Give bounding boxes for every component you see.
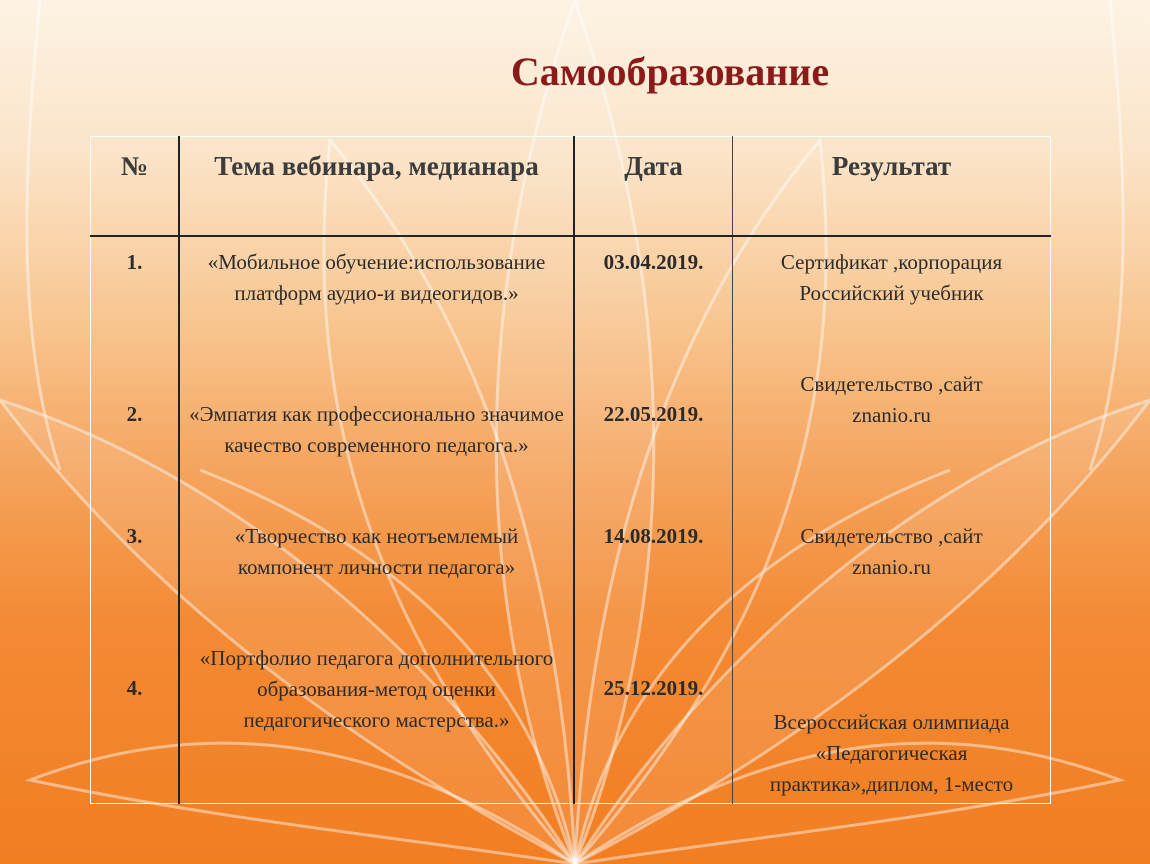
row-2-date: 22.05.2019. (603, 402, 704, 426)
header-date: Дата (574, 137, 733, 237)
row-1-num: 1. (126, 250, 143, 274)
page-title: Самообразование (510, 49, 830, 94)
row-3-num: 3. (126, 524, 143, 548)
row-3-topic: «Творчество как неотъемлемый компонент личности педагога» (234, 524, 519, 579)
row-3-result: Свидетельство ,сайт znanio.ru (800, 524, 983, 579)
table-body-row (91, 236, 1051, 804)
header-num: № (91, 137, 180, 237)
row-4-num: 4. (126, 676, 143, 700)
row-2-result: Свидетельство ,сайт znanio.ru (800, 372, 983, 427)
row-2-num: 2. (126, 402, 143, 426)
row-4-date: 25.12.2019. (603, 676, 704, 700)
date-column (574, 236, 733, 804)
table-header-row (91, 137, 1051, 237)
result-column (733, 236, 1051, 804)
topic-column (179, 236, 574, 804)
row-1-result: Сертификат ,корпорация Российский учебник (780, 250, 1003, 305)
row-2-topic: «Эмпатия как профессионально значимое качество современного педагога.» (189, 402, 564, 457)
row-3-date: 14.08.2019. (603, 524, 704, 548)
row-4-result: Всероссийская олимпиада «Педагогическая практика»,диплом, 1-место (769, 710, 1014, 796)
header-result: Результат (733, 137, 1051, 237)
webinar-table (90, 136, 1051, 804)
row-1-topic: «Мобильное обучение:использование платформ аудио-и видеогидов.» (207, 250, 546, 305)
header-topic: Тема вебинара, медианара (179, 137, 574, 237)
num-column (91, 236, 180, 804)
row-4-topic: «Портфолио педагога дополнительного образования-метод оценки педагогического мастерства.» (199, 646, 554, 732)
row-1-date: 03.04.2019. (603, 250, 704, 274)
